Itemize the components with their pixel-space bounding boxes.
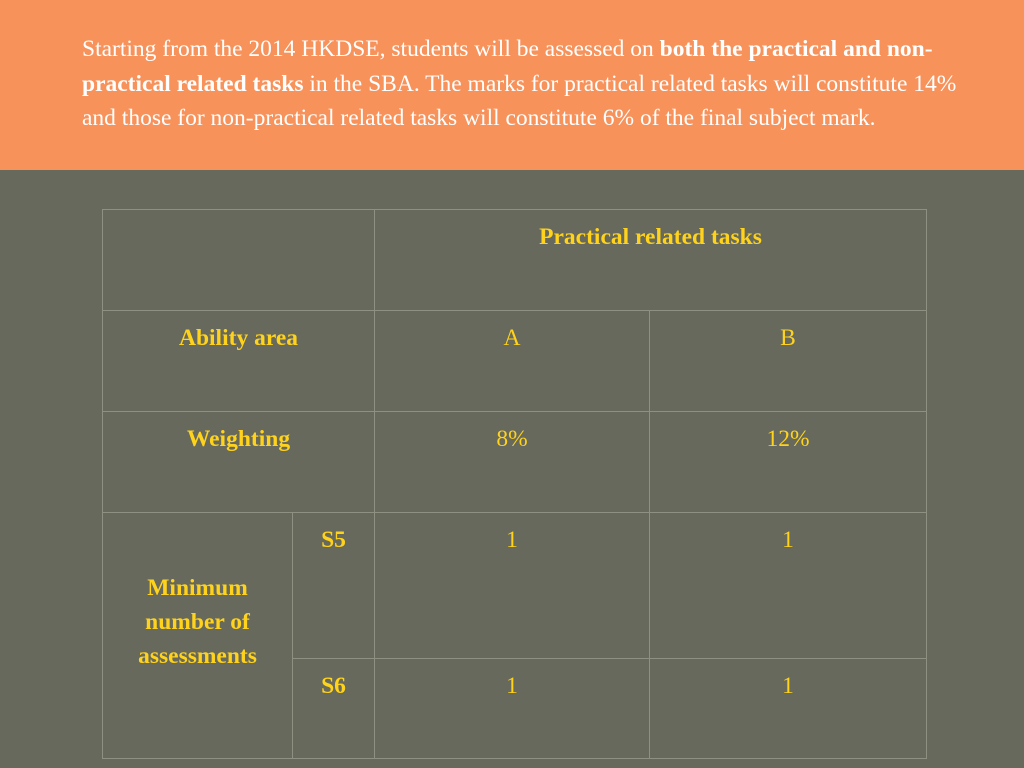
minimum-assessments-label <box>103 513 293 759</box>
s6-label: S6 <box>293 659 375 759</box>
weighting-b-cell: 12% <box>650 412 927 513</box>
empty-corner-cell <box>103 210 375 311</box>
weighting-a-cell: 8% <box>375 412 650 513</box>
practical-tasks-header: Practical related tasks <box>375 210 927 311</box>
minimum-assessments-text: Minimum number of assessments <box>138 574 257 669</box>
ability-area-label: Ability area <box>103 311 375 412</box>
ability-a-cell: A <box>375 311 650 412</box>
s6-a-cell: 1 <box>375 659 650 759</box>
intro-paragraph <box>82 32 982 136</box>
intro-text-end: in the SBA. The marks for practical related tasks will constitute 14% and those for non-practical related tasks will constitute 6% of the final subject mark. <box>82 70 957 131</box>
s5-a-cell: 1 <box>375 513 650 659</box>
table-header-row <box>103 210 927 311</box>
ability-b-cell: B <box>650 311 927 412</box>
s5-b-cell: 1 <box>650 513 927 659</box>
intro-text-bold: both the practical and non-practical related tasks <box>82 36 933 97</box>
s5-row <box>103 513 927 659</box>
intro-text-start: Starting from the 2014 HKDSE, students will be assessed on <box>82 36 660 62</box>
weighting-row <box>103 412 927 513</box>
s5-label: S5 <box>293 513 375 659</box>
s6-b-cell: 1 <box>650 659 927 759</box>
sba-weighting-table <box>102 209 927 759</box>
ability-area-row <box>103 311 927 412</box>
weighting-label: Weighting <box>103 412 375 513</box>
